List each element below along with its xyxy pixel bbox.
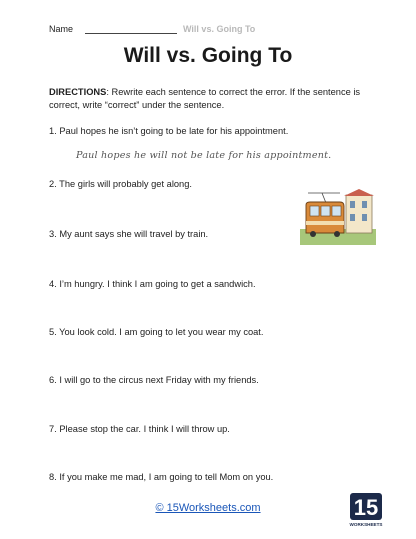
question-4: 4. I’m hungry. I think I am going to get a sandwich. xyxy=(49,279,256,289)
sheet-label: Will vs. Going To xyxy=(183,24,256,34)
question-8: 8. If you make me mad, I am going to tell Mom on you. xyxy=(49,472,274,482)
question-7: 7. Please stop the car. I think I will throw up. xyxy=(49,424,230,434)
worksheet-header xyxy=(49,24,255,34)
sample-answer: Paul hopes he will not be late for his appointment. xyxy=(76,150,332,161)
question-5: 5. You look cold. I am going to let you wear my coat. xyxy=(49,327,264,337)
name-field-line[interactable] xyxy=(85,24,177,34)
tram-building xyxy=(346,195,372,233)
tram-pantograph xyxy=(322,193,326,203)
worksheets-logo xyxy=(348,492,384,528)
tram-building-window xyxy=(350,201,355,208)
question-3: 3. My aunt says she will travel by train. xyxy=(49,229,209,239)
tram-wheel xyxy=(334,231,340,237)
question-6: 6. I will go to the circus next Friday with my friends. xyxy=(49,375,259,385)
question-1: 1. Paul hopes he isn’t going to be late for his appointment. xyxy=(49,126,289,136)
directions-label: DIRECTIONS xyxy=(49,87,107,97)
name-label: Name xyxy=(49,24,74,34)
tram-window xyxy=(321,206,330,216)
tram-window xyxy=(310,206,319,216)
tram-illustration xyxy=(300,189,376,245)
tram-window xyxy=(332,206,341,216)
tram-stripe xyxy=(306,221,344,225)
directions-text: : Rewrite each sentence to correct the error. If the sentence is correct, write “correct” under the sentence. xyxy=(49,87,361,110)
tram-building-roof xyxy=(344,189,374,196)
copyright-link[interactable]: © 15Worksheets.com xyxy=(155,502,261,514)
tram-building-window xyxy=(362,214,367,221)
logo-number: 15 xyxy=(353,495,379,520)
tram-building-window xyxy=(350,214,355,221)
page-title: Will vs. Going To xyxy=(123,44,293,67)
tram-wheel xyxy=(310,231,316,237)
directions xyxy=(49,86,369,112)
tram-building-window xyxy=(362,201,367,208)
question-2: 2. The girls will probably get along. xyxy=(49,179,192,189)
logo-subtext: WORKSHEETS xyxy=(349,522,383,527)
